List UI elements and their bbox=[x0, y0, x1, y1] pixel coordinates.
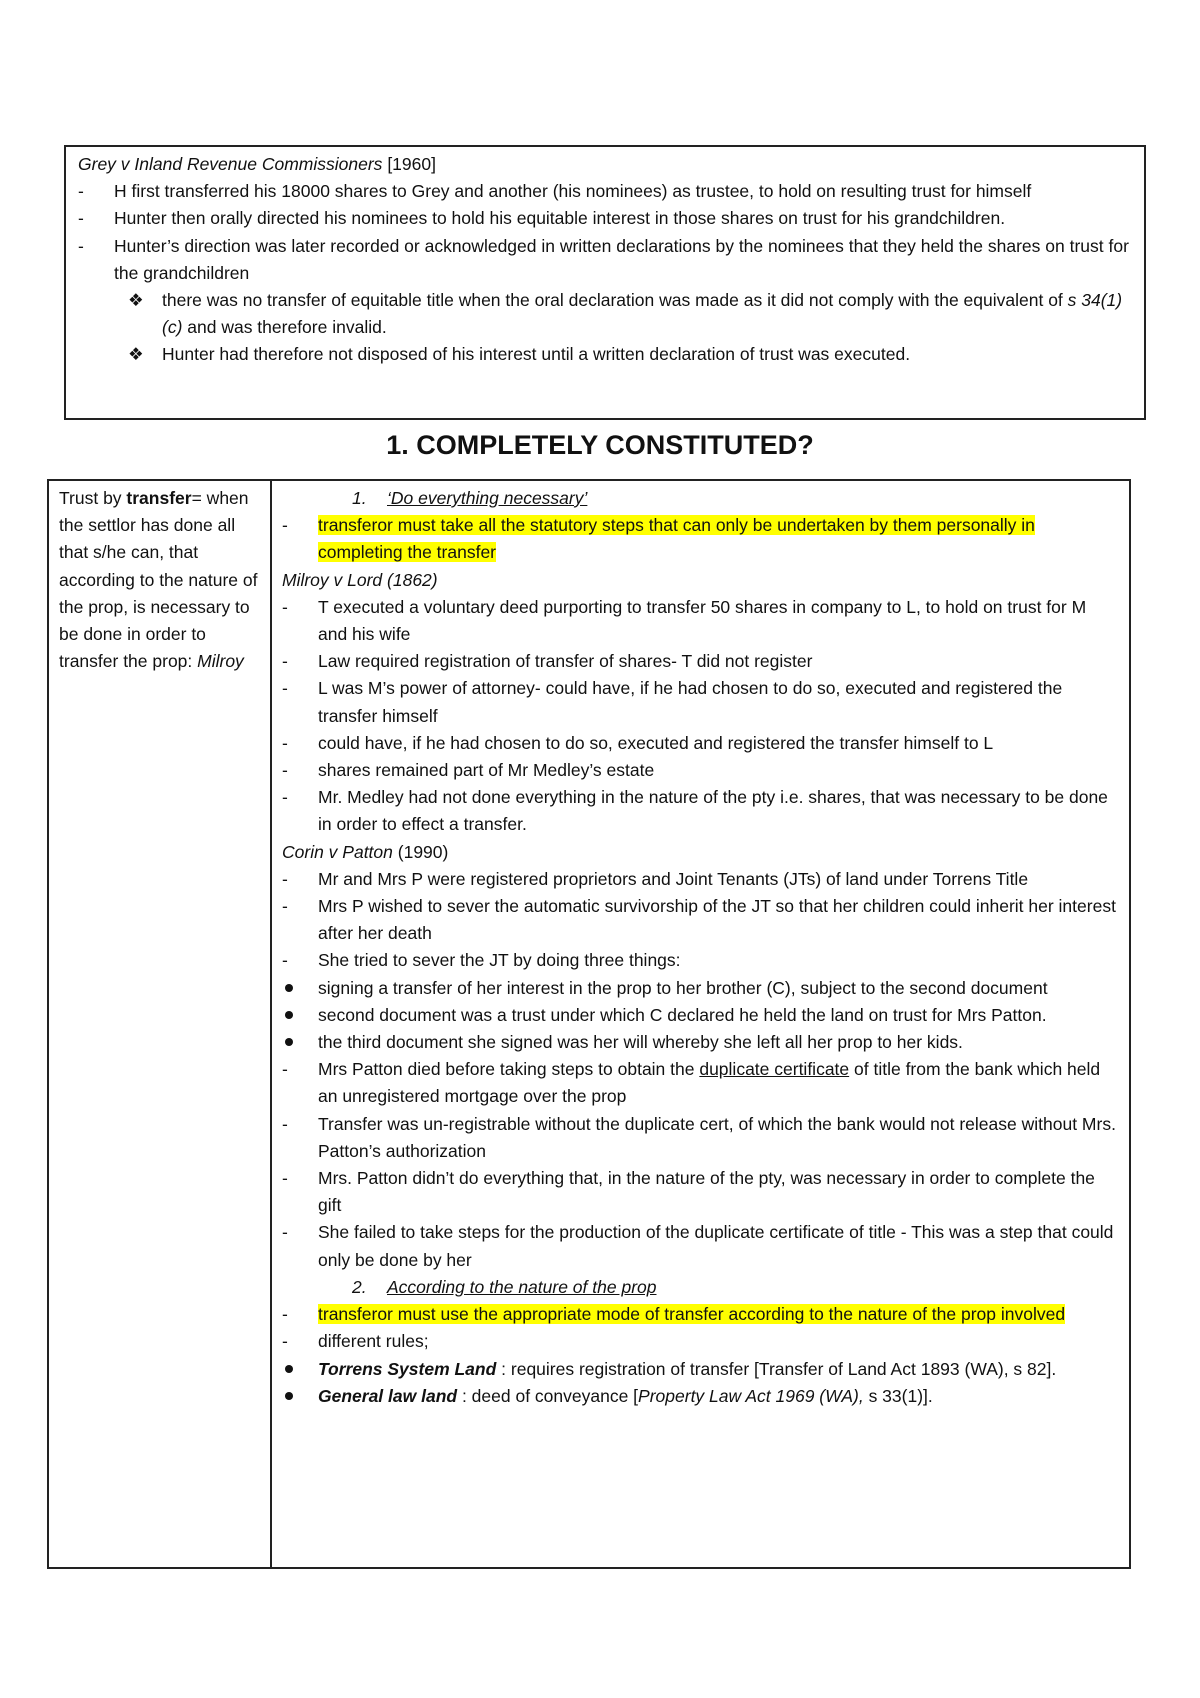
list-item: - Mrs. Patton didn’t do everything that, in the nature of the pty, was necessary in order to complete the gift bbox=[282, 1168, 1095, 1216]
table-row bbox=[48, 480, 1130, 1568]
bullet-dot-icon bbox=[285, 984, 293, 992]
grey-case-title: Grey v Inland Revenue Commissioners bbox=[78, 154, 383, 174]
list-item: - Hunter’s direction was later recorded or acknowledged in written declarations by the nominees that they held the shares on trust for the grandchildren bbox=[78, 233, 1132, 287]
list-item: - T executed a voluntary deed purporting to transfer 50 shares in company to L, to hold on trust for M and his wife bbox=[282, 596, 1087, 645]
list-item: - H first transferred his 18000 shares to Grey and another (his nominees) as trustee, to hold on resulting trust for himself bbox=[78, 178, 1132, 205]
list-item: - She failed to take steps for the production of the duplicate certificate of title - This was a step that could only be done by her bbox=[282, 1222, 1114, 1270]
list-item: signing a transfer of her interest in the prop to her brother (C), subject to the second document bbox=[282, 975, 1119, 1002]
bullet-dot-icon bbox=[285, 1392, 293, 1400]
constitution-table bbox=[47, 479, 1131, 1569]
section-1-heading: 1. ‘Do everything necessary’ bbox=[352, 488, 588, 508]
list-item: - Mrs P wished to sever the automatic survivorship of the JT so that her children could inherit her interest after her death bbox=[282, 896, 1116, 944]
list-item: Torrens System Land : requires registration of transfer [Transfer of Land Act 1893 (WA), s 82]. bbox=[282, 1356, 1119, 1383]
corin-case-heading: Corin v Patton (1990) bbox=[282, 841, 449, 862]
list-item: - L was M’s power of attorney- could have, if he had chosen to do so, executed and registered the transfer himself bbox=[282, 678, 1063, 726]
list-item: - Mr. Medley had not done everything in the nature of the pty i.e. shares, that was necessary to be done in order to effect a transfer. bbox=[282, 787, 1108, 835]
list-item: - Hunter then orally directed his nominees to hold his equitable interest in those shares on trust for his grandchildren. bbox=[78, 205, 1132, 232]
list-item: - Law required registration of transfer of shares- T did not register bbox=[282, 651, 813, 672]
bullet-dot-icon bbox=[285, 1011, 293, 1019]
corin-case-title: Corin v Patton bbox=[282, 841, 393, 862]
diamond-bullet-icon: ❖ bbox=[128, 290, 144, 311]
left-column-definition: Trust by transfer= when the settlor has done all that s/he can, that according to the nature of the prop, is necessary to be done in order to transfer the prop: Milroy bbox=[48, 480, 271, 1568]
dash-marker: - bbox=[78, 208, 84, 229]
right-column-content bbox=[271, 480, 1130, 1568]
list-item: ❖ Hunter had therefore not disposed of his interest until a written declaration of trust was executed. bbox=[78, 341, 1132, 368]
list-item: - Transfer was un-registrable without the duplicate cert, of which the bank would not release without Mrs. Patton’s authorization bbox=[282, 1113, 1116, 1161]
bullet-dot-icon bbox=[285, 1038, 293, 1046]
list-item: - shares remained part of Mr Medley’s estate bbox=[282, 760, 655, 781]
grey-case-sub-points bbox=[78, 287, 1132, 369]
dash-marker: - bbox=[78, 235, 84, 256]
dash-marker: - bbox=[78, 181, 84, 202]
list-item bbox=[282, 512, 1119, 566]
dash-marker: - bbox=[282, 515, 288, 536]
list-item: the third document she signed was her will whereby she left all her prop to her kids. bbox=[282, 1029, 1119, 1056]
list-item: - transferor must use the appropriate mode of transfer according to the nature of the prop involved bbox=[282, 1304, 1066, 1325]
list-item: ❖ there was no transfer of equitable title when the oral declaration was made as it did not comply with the equivalent of s 34(1) (c) and was therefore invalid. bbox=[78, 287, 1132, 341]
list-item: - different rules; bbox=[282, 1331, 429, 1352]
list-item: - She tried to sever the JT by doing three things: bbox=[282, 950, 681, 971]
milroy-case-title: Milroy v Lord (1862) bbox=[282, 569, 438, 590]
milroy-points bbox=[282, 594, 1119, 839]
list-item: - could have, if he had chosen to do so, executed and registered the transfer himself to L bbox=[282, 732, 994, 753]
section-heading: 1. COMPLETELY CONSTITUTED? bbox=[386, 430, 814, 460]
list-item: - Mr and Mrs P were registered proprietors and Joint Tenants (JTs) of land under Torrens Title bbox=[282, 868, 1029, 889]
corin-points bbox=[282, 866, 1119, 1274]
diamond-bullet-icon: ❖ bbox=[128, 344, 144, 365]
list-item: second document was a trust under which C declared he held the land on trust for Mrs Patton. bbox=[282, 1002, 1119, 1029]
grey-case-box bbox=[64, 145, 1146, 420]
section-2-heading: 2. According to the nature of the prop bbox=[352, 1276, 657, 1297]
list-item: General law land : deed of conveyance [Property Law Act 1969 (WA), s 33(1)]. bbox=[282, 1383, 1119, 1410]
grey-case-heading bbox=[78, 151, 1132, 178]
highlighted-rule: transferor must take all the statutory steps that can only be undertaken by them personally in completing the transfer bbox=[318, 515, 1035, 563]
bullet-dot-icon bbox=[285, 1365, 293, 1373]
list-item: - Mrs Patton died before taking steps to obtain the duplicate certificate of title from the bank which held an unregistered mortgage over the prop bbox=[282, 1059, 1101, 1107]
highlighted-rule: transferor must use the appropriate mode of transfer according to the nature of the prop involved bbox=[318, 1304, 1066, 1325]
section-2-points bbox=[282, 1301, 1119, 1410]
grey-case-year: [1960] bbox=[387, 154, 436, 174]
grey-case-points bbox=[78, 178, 1132, 287]
